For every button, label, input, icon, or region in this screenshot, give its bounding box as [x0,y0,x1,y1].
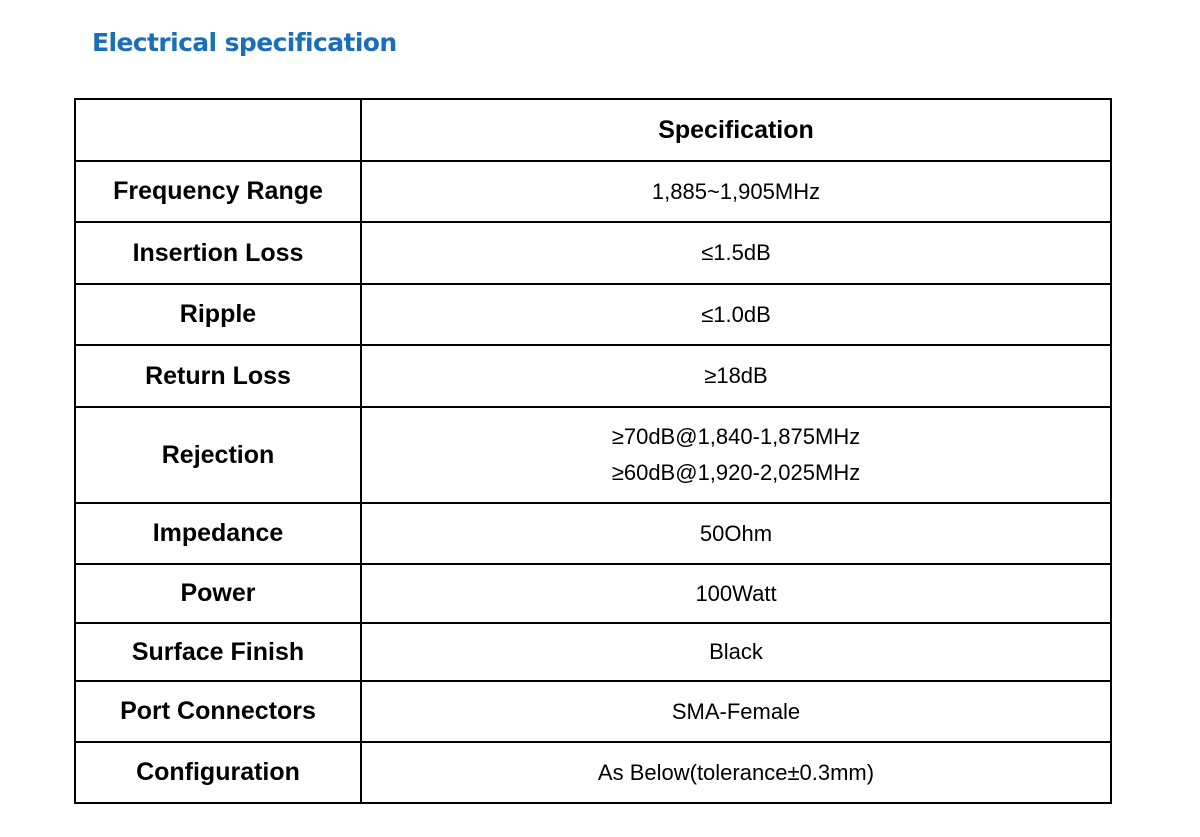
table-row [75,742,1111,803]
param-port-connectors: Port Connectors [75,681,361,742]
param-impedance: Impedance [75,503,361,564]
value-port-connectors: SMA-Female [361,681,1111,742]
header-param-cell [75,99,361,161]
value-configuration: As Below(tolerance±0.3mm) [361,742,1111,803]
param-frequency-range: Frequency Range [75,161,361,222]
param-power: Power [75,564,361,623]
value-insertion-loss: ≤1.5dB [361,222,1111,284]
table-row [75,623,1111,681]
table-row [75,564,1111,623]
value-rejection [361,407,1111,503]
value-frequency-range: 1,885~1,905MHz [361,161,1111,222]
table-row [75,407,1111,503]
value-surface-finish: Black [361,623,1111,681]
spec-table [74,98,1112,804]
rejection-line-2: ≥60dB@1,920-2,025MHz [611,460,861,485]
table-row [75,345,1111,407]
header-value-cell: Specification [361,99,1111,161]
table-row [75,284,1111,345]
page-title: Electrical specification [92,28,397,57]
table-row [75,503,1111,564]
param-surface-finish: Surface Finish [75,623,361,681]
value-ripple: ≤1.0dB [361,284,1111,345]
rejection-line-1: ≥70dB@1,840-1,875MHz [611,424,861,449]
table-row [75,681,1111,742]
table-header-row [75,99,1111,161]
table-row [75,161,1111,222]
param-insertion-loss: Insertion Loss [75,222,361,284]
param-ripple: Ripple [75,284,361,345]
table-row [75,222,1111,284]
value-return-loss: ≥18dB [361,345,1111,407]
param-rejection: Rejection [75,407,361,503]
value-power: 100Watt [361,564,1111,623]
value-impedance: 50Ohm [361,503,1111,564]
param-configuration: Configuration [75,742,361,803]
param-return-loss: Return Loss [75,345,361,407]
